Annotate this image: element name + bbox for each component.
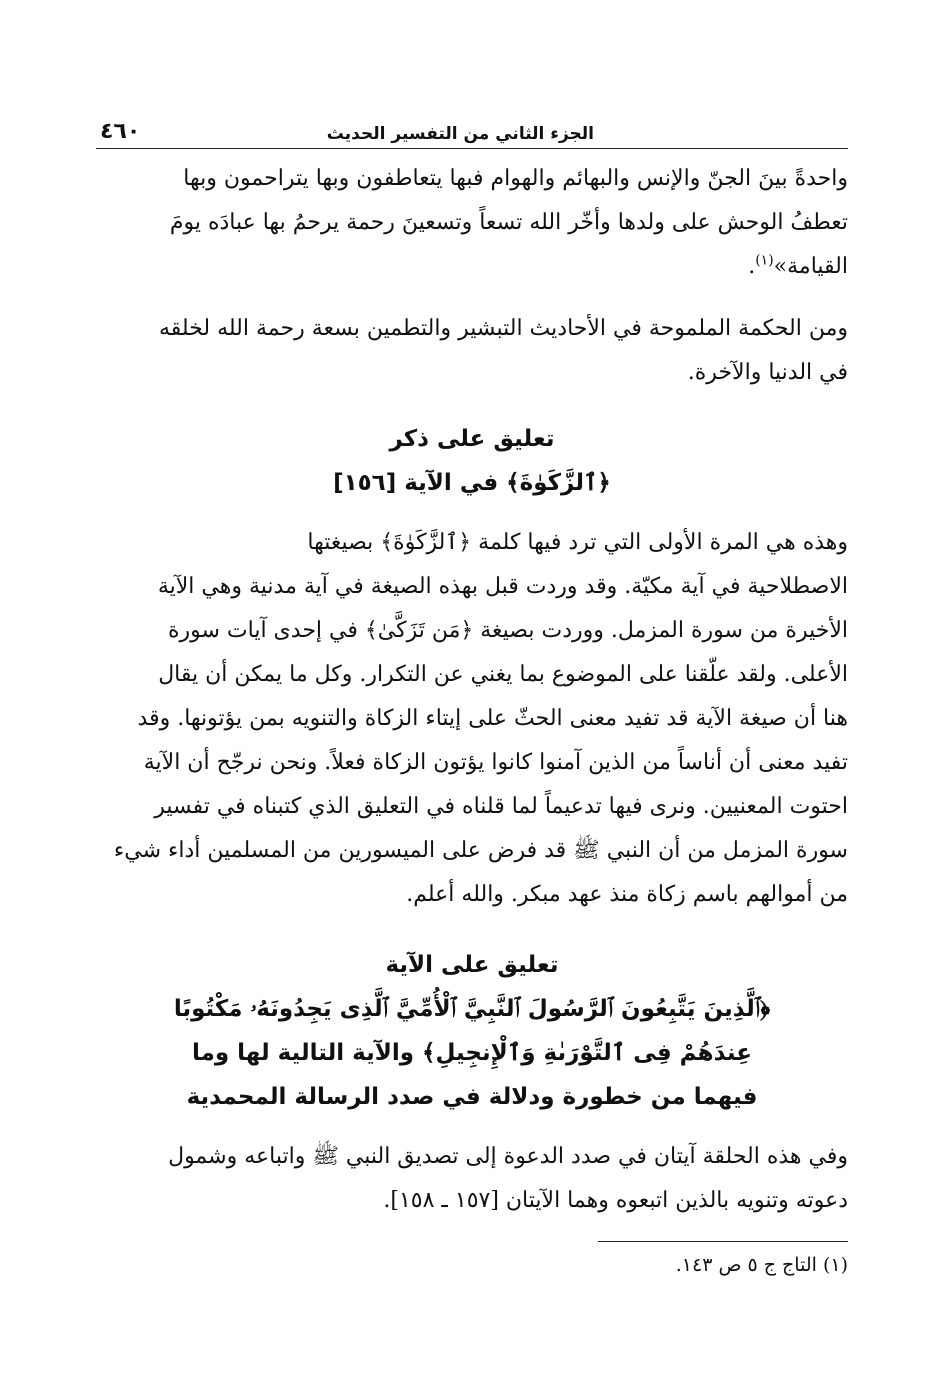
book-page <box>96 112 848 1282</box>
text-line: في الدنيا والآخرة. <box>687 360 848 385</box>
heading-line: تعليق على الآية <box>385 952 559 978</box>
text-line: ومن الحكمة الملموحة في الأحاديث التبشير والتطمين بسعة رحمة الله لخلقه <box>158 316 848 341</box>
heading-line: تعليق على ذكر <box>389 426 555 452</box>
text-line: الاصطلاحية في آية مكيّة. وقد وردت قبل بهذه الصيغة في آية مدنية وهي الآية <box>157 574 848 599</box>
heading-line: ﴿ٱلَّذِينَ يَتَّبِعُونَ ٱلرَّسُولَ ٱلنَّبِيَّ ٱلْأُمِّيَّ ٱلَّذِى يَجِدُونَهُۥ مَكْتُوبًا <box>173 996 771 1022</box>
running-title: الجزء الثاني من التفسير الحديث <box>326 124 594 144</box>
paragraph-wisdom <box>96 307 848 395</box>
footnote: (١) التاج ج ٥ ص ١٤٣. <box>675 1254 848 1276</box>
text-line: وفي هذه الحلقة آيتان في صدد الدعوة إلى تصديق النبي ﷺ واتباعه وشمول <box>168 1144 848 1169</box>
heading-line: ﴿ٱلزَّكَوٰةَ﴾ في الآية [١٥٦] <box>333 470 611 496</box>
text-line: تعطفُ الوحش على ولدها وأخّر الله تسعاً وتسعينَ رحمة يرحمُ بها عبادَه يومَ <box>169 210 848 235</box>
footnote-divider <box>598 1241 848 1242</box>
text-line: واحدةً بينَ الجنّ والإنس والبهائم والهوام فبها يتعاطفون وبها يتراحمون وبها <box>183 166 848 191</box>
paragraph-hadith-end <box>96 157 848 289</box>
page-number: ٤٦٠ <box>100 119 141 144</box>
paragraph-two-verses <box>96 1135 848 1223</box>
section-heading-verse <box>96 943 848 1119</box>
text-line: تفيد معنى أن أناساً من الذين آمنوا كانوا يؤتون الزكاة فعلاً. ونحن نرجّح أن الآية <box>143 750 848 775</box>
text-line: وهذه هي المرة الأولى التي ترد فيها كلمة ﴿ٱلزَّكَوٰةَ﴾ بصيغتها <box>307 530 848 555</box>
section-heading-zakat <box>96 417 848 505</box>
text-line: الأعلى. ولقد علّقنا على الموضوع بما يغني عن التكرار. وكل ما يمكن أن يقال <box>158 662 848 687</box>
text-line: من أموالهم باسم زكاة منذ عهد مبكر. والله أعلم. <box>406 882 848 907</box>
text-line: هنا أن صيغة الآية قد تفيد معنى الحثّ على إيتاء الزكاة والتنويه بمن يؤتونها. وقد <box>137 706 848 731</box>
footnote-marker[interactable]: (١) <box>755 252 774 269</box>
heading-line: فيهما من خطورة ودلالة في صدد الرسالة المحمدية <box>186 1084 758 1110</box>
paragraph-zakat-commentary <box>96 521 848 917</box>
text-line: الأخيرة من سورة المزمل. ووردت بصيغة ﴿مَن تَزَكَّىٰ﴾ في إحدى آيات سورة <box>167 618 848 643</box>
text-line: احتوت المعنيين. ونرى فيها تدعيماً لما قلناه في التعليق الذي كتبناه في تفسير <box>154 794 848 819</box>
heading-line: عِندَهُمْ فِى ٱلتَّوْرَىٰةِ وَٱلْإِنجِيلِ﴾ والآية التالية لها وما <box>191 1040 753 1066</box>
text-line: سورة المزمل من أن النبي ﷺ قد فرض على الميسورين من المسلمين أداء شيء <box>113 838 848 863</box>
text-line: القيامة»$^{(١)}$. <box>748 252 848 279</box>
running-header <box>96 112 848 149</box>
text-line: دعوته وتنويه بالذين اتبعوه وهما الآيتان [١٥٧ ـ ١٥٨]. <box>383 1188 848 1213</box>
